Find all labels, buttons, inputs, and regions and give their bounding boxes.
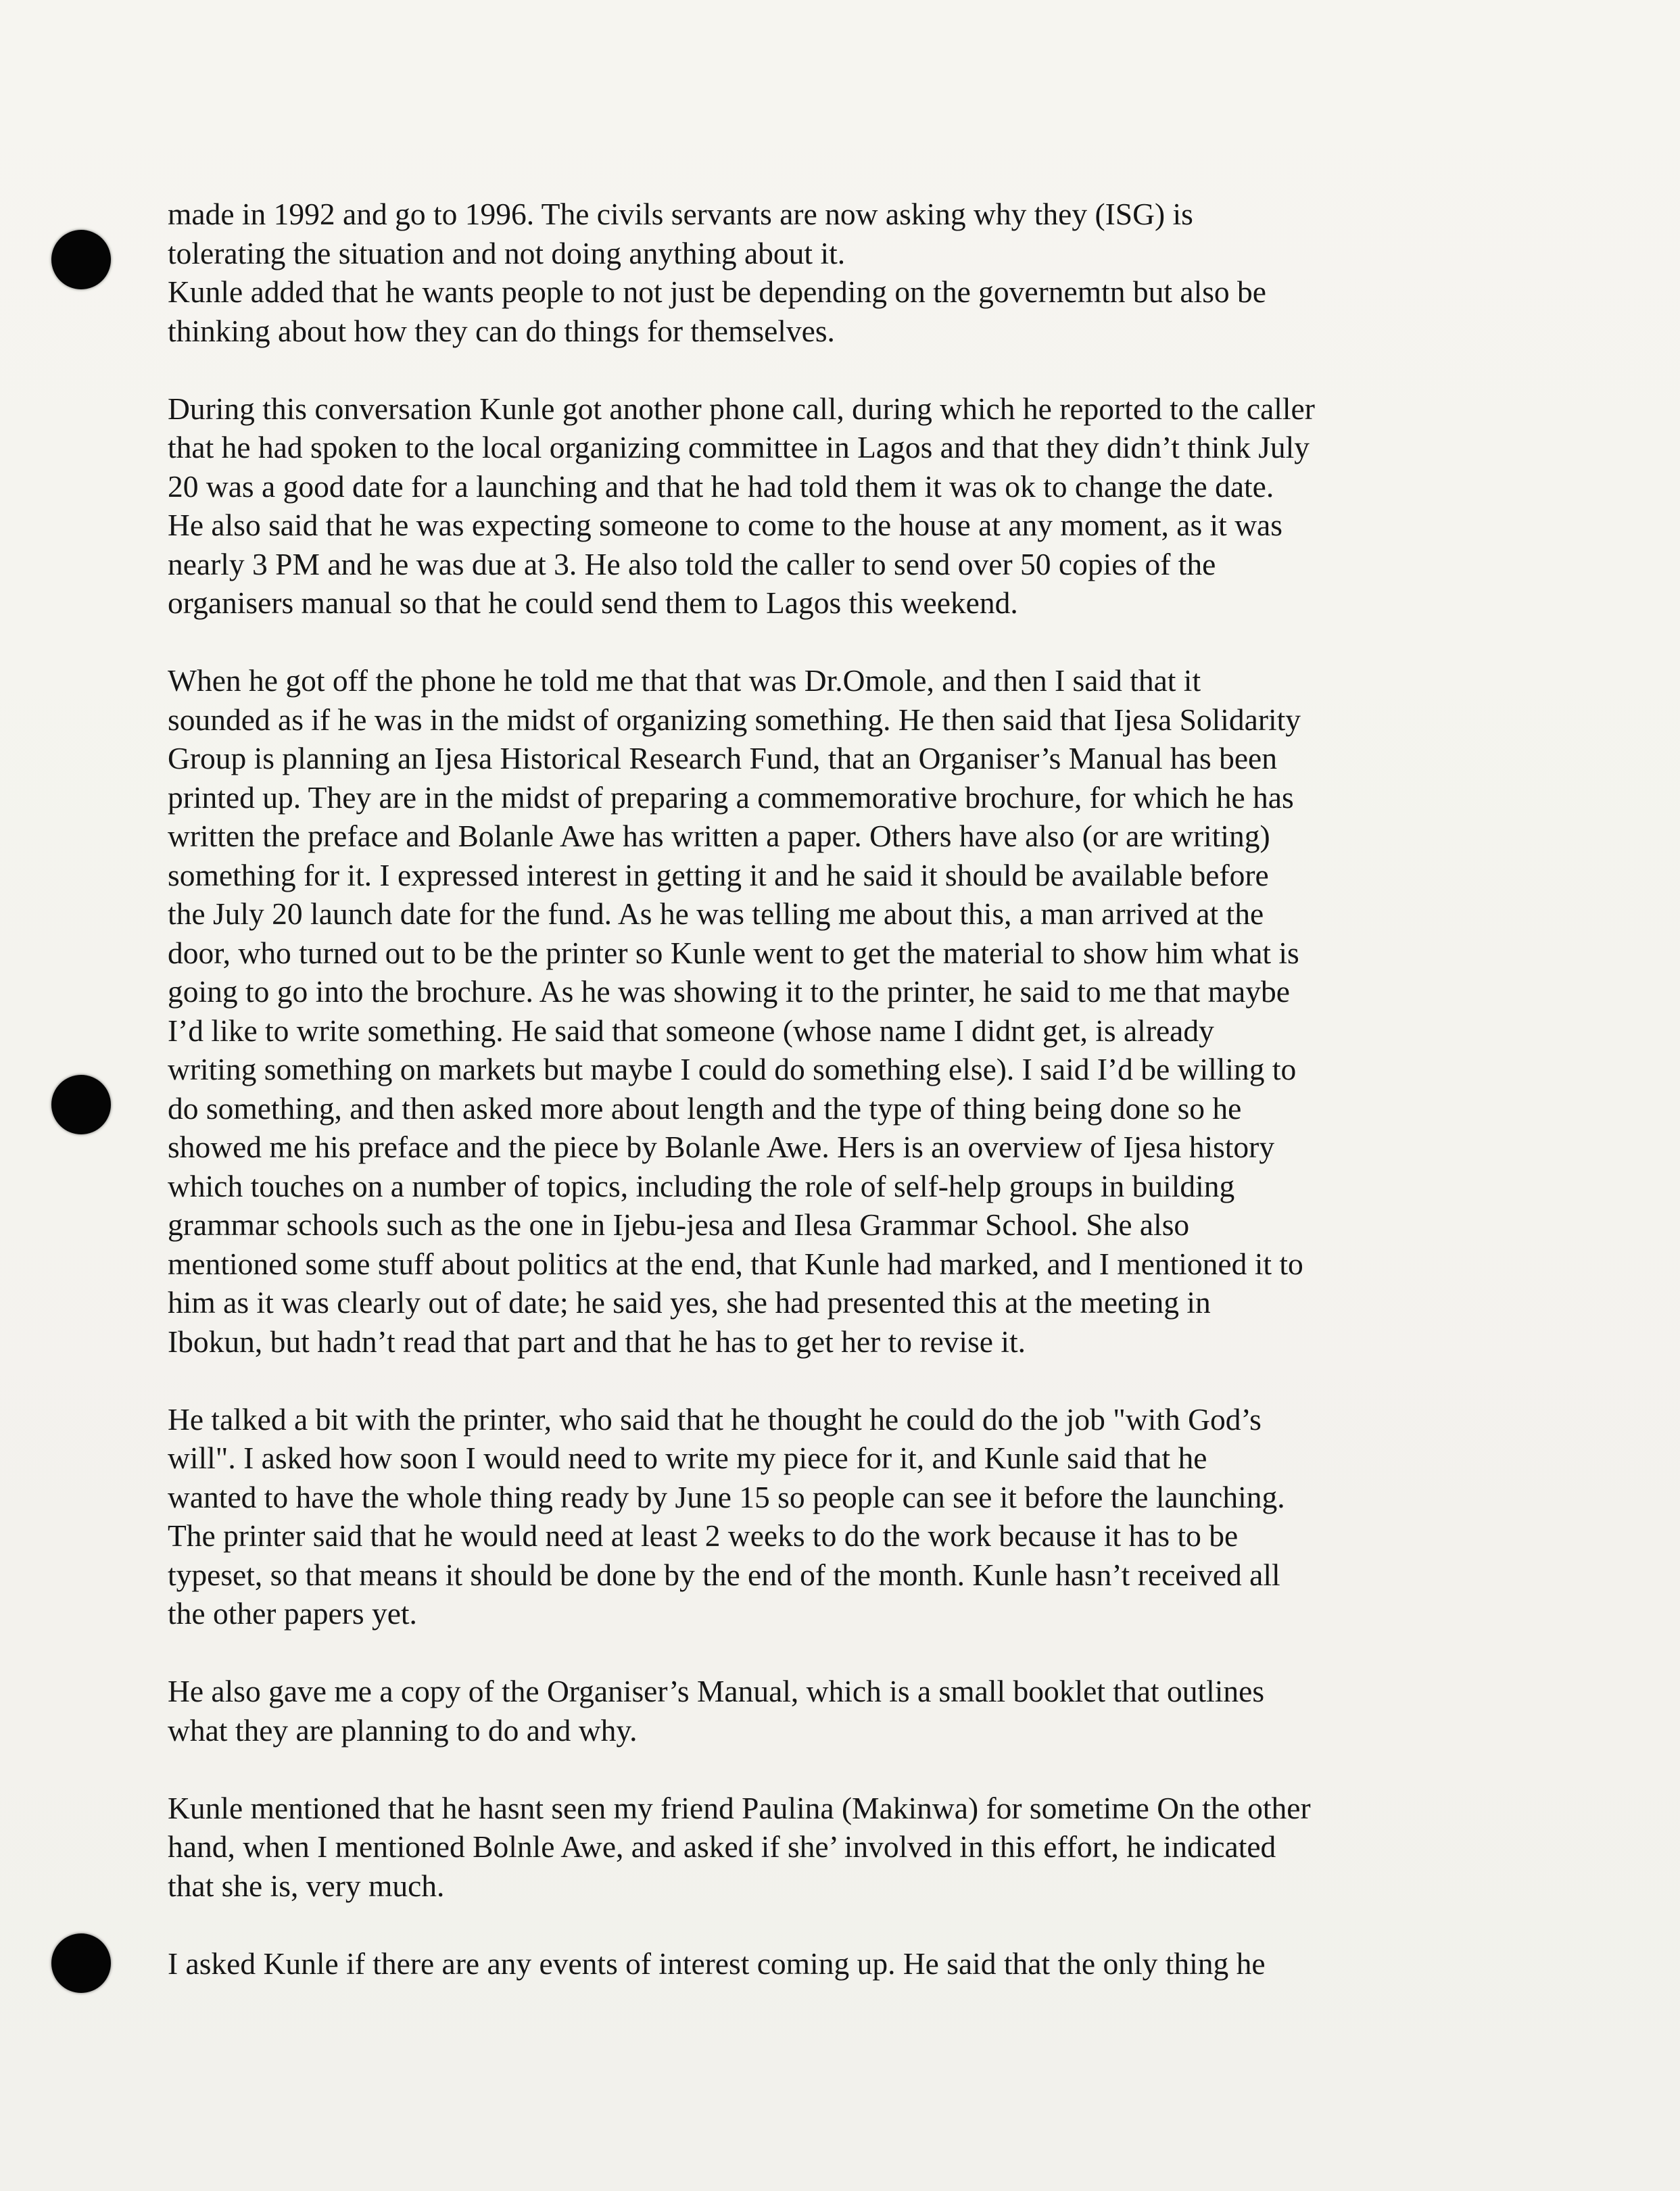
text-line: something for it. I expressed interest in getting it and he said it should be available before [168, 857, 1269, 892]
text-line: that he had spoken to the local organizing committee in Lagos and that they didn’t think July [168, 430, 1310, 464]
text-line: He also gave me a copy of the Organiser’s Manual, which is a small booklet that outlines [168, 1674, 1265, 1708]
text-line: showed me his preface and the piece by Bolanle Awe. Hers is an overview of Ijesa history [168, 1130, 1275, 1164]
text-line: When he got off the phone he told me that that was Dr.Omole, and then I said that it [168, 663, 1201, 698]
text-line: typeset, so that means it should be done by the end of the month. Kunle hasn’t received all [168, 1557, 1280, 1592]
text-line: the other papers yet. [168, 1596, 417, 1631]
text-line: mentioned some stuff about politics at the end, that Kunle had marked, and I mentioned it to [168, 1246, 1303, 1281]
document-body [168, 195, 1520, 1983]
text-line: made in 1992 and go to 1996. The civils servants are now asking why they (ISG) is [168, 197, 1193, 231]
text-line: do something, and then asked more about length and the type of thing being done so he [168, 1090, 1242, 1126]
paragraph-4 [168, 1400, 1520, 1633]
text-line: written the preface and Bolanle Awe has written a paper. Others have also (or are writing) [168, 819, 1270, 853]
text-line: door, who turned out to be the printer so Kunle went to get the material to show him what is [168, 935, 1299, 970]
text-line: Ibokun, but hadn’t read that part and that he has to get her to revise it. [168, 1324, 1026, 1359]
text-line: tolerating the situation and not doing anything about it. [168, 235, 846, 270]
punch-hole-middle [51, 1075, 111, 1134]
text-line: going to go into the brochure. As he was showing it to the printer, he said to me that maybe [168, 974, 1290, 1009]
text-line: Kunle mentioned that he hasnt seen my friend Paulina (Makinwa) for sometime On the other [168, 1790, 1311, 1825]
paragraph-6 [168, 1789, 1520, 1906]
text-line: hand, when I mentioned Bolnle Awe, and asked if she’ involved in this effort, he indicated [168, 1829, 1276, 1864]
text-line: He talked a bit with the printer, who said that he thought he could do the job "with God’s [168, 1401, 1262, 1437]
paragraph-1 [168, 195, 1520, 350]
text-line: 20 was a good date for a launching and that he had told them it was ok to change the date. [168, 468, 1274, 504]
text-line: I asked Kunle if there are any events of interest coming up. He said that the only thing he [168, 1946, 1266, 1981]
punch-hole-bottom [51, 1933, 111, 1993]
text-line: printed up. They are in the midst of preparing a commemorative brochure, for which he has [168, 779, 1294, 815]
text-line: Kunle added that he wants people to not just be depending on the governemtn but also be [168, 274, 1266, 309]
text-line: that she is, very much. [168, 1868, 445, 1903]
text-line: nearly 3 PM and he was due at 3. He also told the caller to send over 50 copies of the [168, 546, 1216, 581]
punch-hole-top [51, 230, 111, 289]
paragraph-5 [168, 1672, 1520, 1750]
text-line: grammar schools such as the one in Ijebu-jesa and Ilesa Grammar School. She also [168, 1207, 1190, 1242]
paragraph-gap [168, 350, 1520, 389]
paragraph-gap [168, 1750, 1520, 1789]
text-line: what they are planning to do and why. [168, 1712, 638, 1748]
text-line: the July 20 launch date for the fund. As he was telling me about this, a man arrived at the [168, 896, 1264, 931]
text-line: He also said that he was expecting someone to come to the house at any moment, as it was [168, 508, 1282, 542]
paragraph-gap [168, 1633, 1520, 1672]
text-line: which touches on a number of topics, including the role of self-help groups in building [168, 1168, 1235, 1203]
text-line: him as it was clearly out of date; he said yes, she had presented this at the meeting in [168, 1285, 1211, 1320]
text-line: thinking about how they can do things for themselves. [168, 313, 835, 348]
paragraph-gap [168, 1905, 1520, 1944]
paragraph-gap [168, 1361, 1520, 1400]
text-line: wanted to have the whole thing ready by June 15 so people can see it before the launching. [168, 1479, 1285, 1514]
paragraph-7 [168, 1944, 1520, 1983]
text-line: During this conversation Kunle got another phone call, during which he reported to the caller [168, 391, 1315, 426]
text-line: I’d like to write something. He said that someone (whose name I didnt get, is already [168, 1013, 1214, 1048]
text-line: Group is planning an Ijesa Historical Research Fund, that an Organiser’s Manual has been [168, 741, 1277, 775]
text-line: The printer said that he would need at least 2 weeks to do the work because it has to be [168, 1518, 1239, 1553]
paragraph-2 [168, 389, 1520, 623]
text-line: writing something on markets but maybe I could do something else). I said I’d be willing to [168, 1052, 1297, 1086]
text-line: sounded as if he was in the midst of organizing something. He then said that Ijesa Solidarity [168, 702, 1301, 737]
text-line: will". I asked how soon I would need to write my piece for it, and Kunle said that he [168, 1441, 1207, 1475]
paragraph-3 [168, 661, 1520, 1361]
paragraph-gap [168, 623, 1520, 662]
text-line: organisers manual so that he could send them to Lagos this weekend. [168, 585, 1018, 620]
